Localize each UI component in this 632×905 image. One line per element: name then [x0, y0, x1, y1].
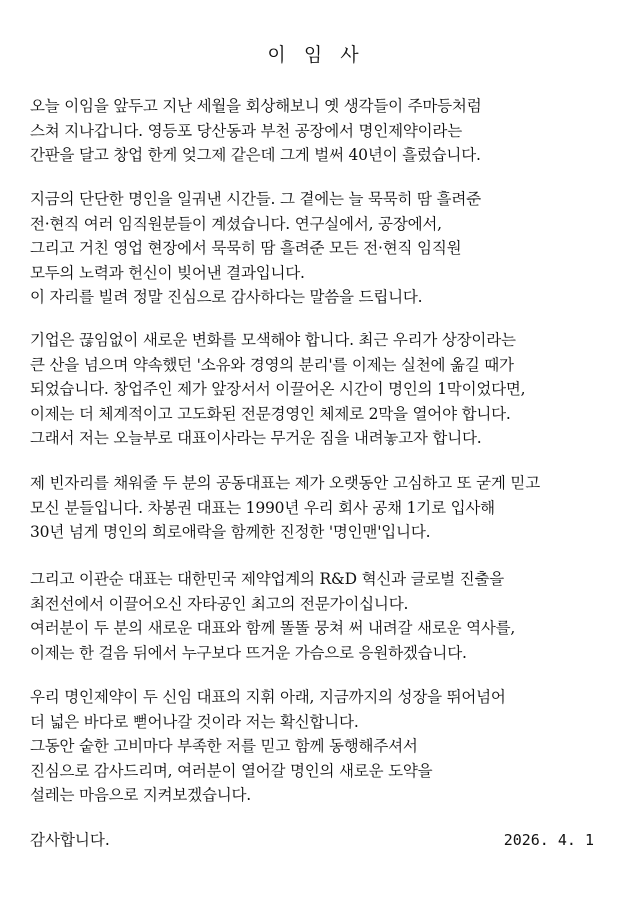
paragraph-line: 그래서 저는 오늘부로 대표이사라는 무거운 짐을 내려놓고자 합니다.: [30, 429, 482, 447]
paragraph-line: 큰 산을 넘으며 약속했던 '소유와 경영의 분리'를 이제는 실천에 옮길 때가: [30, 355, 514, 374]
paragraph-line: 이제는 더 체계적이고 고도화된 전문경영인 체제로 2막을 열어야 합니다.: [30, 404, 511, 423]
paragraph-line: 그동안 숱한 고비마다 부족한 저를 믿고 함께 동행해주셔서: [30, 737, 418, 755]
paragraph-line: 지금의 단단한 명인을 일궈낸 시간들. 그 곁에는 늘 묵묵히 땀 흘려준: [30, 190, 481, 208]
paragraph-line: 더 넓은 바다로 뻗어나갈 것이라 저는 확신합니다.: [30, 712, 359, 731]
paragraph-line: 모두의 노력과 헌신이 빚어낸 결과입니다.: [30, 263, 305, 282]
paragraph-line: 진심으로 감사드리며, 여러분이 열어갈 명인의 새로운 도약을: [30, 761, 433, 780]
paragraph-line: 그리고 이관순 대표는 대한민국 제약업계의 R&D 혁신과 글로벌 진출을: [30, 570, 504, 588]
paragraph-3: [30, 328, 610, 451]
paragraph-line: 오늘 이임을 앞두고 지난 세월을 회상해보니 옛 생각들이 주마등처럼: [30, 97, 482, 115]
paragraph-line: 기업은 끊임없이 새로운 변화를 모색해야 합니다. 최근 우리가 상장이라는: [30, 331, 516, 349]
paragraph-line: 되었습니다. 창업주인 제가 앞장서서 이끌어온 시간이 명인의 1막이었다면,: [30, 380, 526, 398]
paragraph-line: 설레는 마음으로 지켜보겠습니다.: [30, 786, 252, 804]
paragraph-1: [30, 94, 610, 168]
paragraph-5: [30, 567, 610, 665]
paragraph-line: 이제는 한 걸음 뒤에서 누구보다 뜨거운 가슴으로 응원하겠습니다.: [30, 643, 467, 662]
paragraph-line: 여러분이 두 분의 새로운 대표와 함께 똘똘 뭉쳐 써 내려갈 새로운 역사를,: [30, 619, 516, 637]
document-title: 이 임 사: [267, 44, 365, 66]
paragraph-2: [30, 187, 610, 310]
paragraph-line: 최전선에서 이끌어오신 자타공인 최고의 전문가이십니다.: [30, 594, 409, 613]
paragraph-4: [30, 471, 610, 545]
letter-date: 2026. 4. 1: [503, 831, 594, 849]
paragraph-line: 그리고 거친 영업 현장에서 묵묵히 땀 흘려준 모든 전·현직 임직원: [30, 239, 462, 257]
paragraph-6: [30, 685, 610, 808]
closing-text: 감사합니다.: [30, 831, 110, 849]
paragraph-line: 제 빈자리를 채워줄 두 분의 공동대표는 제가 오랫동안 고심하고 또 굳게 믿고: [30, 474, 540, 492]
paragraph-line: 우리 명인제약이 두 신임 대표의 지휘 아래, 지금까지의 성장을 뛰어넘어: [30, 688, 506, 706]
paragraph-line: 30년 넘게 명인의 희로애락을 함께한 진정한 '명인맨'입니다.: [30, 523, 431, 541]
paragraph-line: 모신 분들입니다. 차봉권 대표는 1990년 우리 회사 공채 1기로 입사해: [30, 498, 495, 517]
paragraph-line: 이 자리를 빌려 정말 진심으로 감사하다는 말씀을 드립니다.: [30, 288, 423, 306]
paragraph-line: 스쳐 지나갑니다. 영등포 당산동과 부천 공장에서 명인제약이라는: [30, 121, 462, 140]
paragraph-line: 간판을 달고 창업 한게 엊그제 같은데 그게 벌써 40년이 흘렀습니다.: [30, 146, 481, 164]
paragraph-line: 전·현직 여러 임직원분들이 계셨습니다. 연구실에서, 공장에서,: [30, 214, 442, 233]
